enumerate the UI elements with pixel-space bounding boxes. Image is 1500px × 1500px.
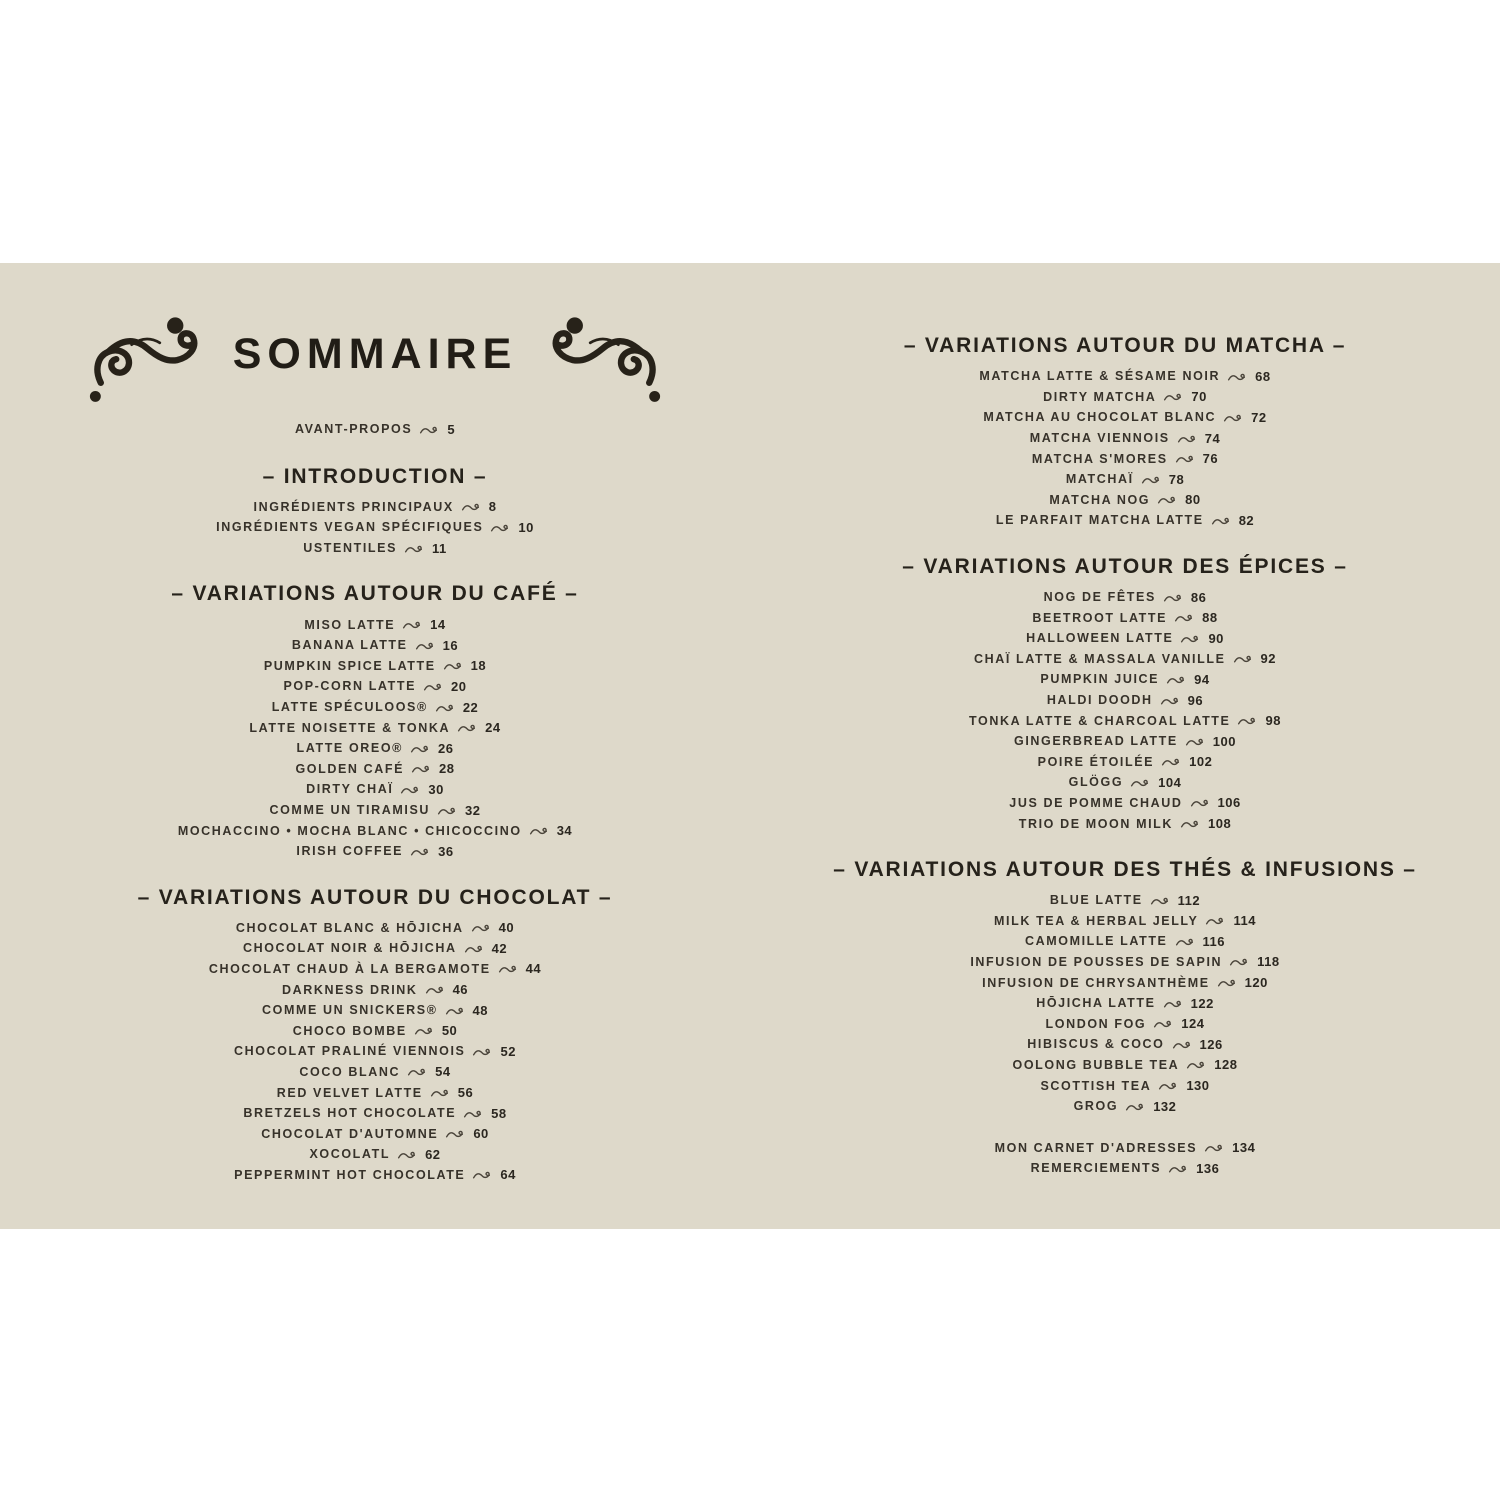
swirl-separator-icon — [1150, 896, 1171, 906]
toc-entry-label: GLÖGG — [1068, 775, 1124, 790]
swirl-separator-icon — [472, 1170, 493, 1180]
toc-entry-label: LE PARFAIT MATCHA LATTE — [995, 513, 1204, 528]
toc-entry-label: TONKA LATTE & CHARCOAL LATTE — [969, 713, 1231, 728]
toc-entry-label: MON CARNET D'ADRESSES — [994, 1140, 1198, 1155]
toc-entry-label: CHAÏ LATTE & MASSALA VANILLE — [974, 651, 1226, 666]
toc-entry-page-number: 56 — [457, 1085, 474, 1101]
toc-entry-page-number: 40 — [498, 920, 515, 936]
toc-entry-label: RED VELVET LATTE — [276, 1085, 423, 1100]
toc-entry — [234, 1165, 516, 1186]
toc-entry-page-number: 54 — [435, 1064, 451, 1080]
toc-entry-page-number: 120 — [1244, 975, 1268, 991]
toc-entry-label: BLUE LATTE — [1049, 893, 1143, 908]
toc-entry — [261, 1123, 489, 1144]
toc-entry-page-number: 46 — [452, 982, 469, 998]
toc-entry — [1025, 931, 1225, 952]
section-heading: – VARIATIONS AUTOUR DU MATCHA – — [903, 334, 1347, 357]
toc-entry — [297, 738, 454, 759]
swirl-separator-icon — [1163, 999, 1184, 1009]
swirl-separator-icon — [423, 682, 444, 692]
toc-entry — [1040, 1075, 1209, 1096]
swirl-separator-icon — [397, 1150, 418, 1160]
toc-entry-page-number: 58 — [491, 1105, 507, 1121]
toc-entry-label: CHOCOLAT NOIR & HŌJICHA — [242, 941, 457, 956]
toc-entry-label: JUS DE POMME CHAUD — [1009, 795, 1183, 810]
toc-entry-label: NOG DE FÊTES — [1043, 590, 1156, 605]
toc-entry-label: PUMPKIN SPICE LATTE — [263, 658, 436, 673]
swirl-separator-icon — [435, 703, 456, 713]
toc-entry-label: INFUSION DE CHRYSANTHÈME — [982, 975, 1210, 990]
toc-entry — [249, 717, 500, 738]
toc-entry — [1009, 793, 1240, 814]
toc-entry — [243, 938, 507, 959]
swirl-separator-icon — [1163, 392, 1184, 402]
swirl-separator-icon — [1190, 798, 1211, 808]
swirl-flourish-icon — [543, 313, 661, 409]
toc-entry-label: DIRTY CHAÏ — [306, 782, 394, 797]
toc-entry — [306, 779, 444, 800]
swirl-separator-icon — [1130, 778, 1151, 788]
toc-entry — [178, 820, 572, 841]
toc-entry-page-number: 8 — [488, 499, 497, 515]
page-title: SOMMAIRE — [232, 329, 518, 378]
toc-entry — [983, 407, 1266, 428]
toc-entry — [1027, 1034, 1222, 1055]
swirl-separator-icon — [430, 1088, 451, 1098]
toc-entry-label: CAMOMILLE LATTE — [1025, 934, 1168, 949]
toc-entry-page-number: 106 — [1217, 795, 1241, 811]
toc-entry-page-number: 14 — [430, 617, 446, 633]
swirl-separator-icon — [1168, 1164, 1189, 1174]
toc-entry-label: PUMPKIN JUICE — [1040, 672, 1160, 687]
toc-entry-label: USTENTILES — [303, 541, 398, 556]
toc-section — [902, 531, 1347, 834]
toc-entry — [1038, 752, 1213, 773]
toc-entry-page-number: 96 — [1187, 692, 1204, 708]
toc-entry-label: CHOCO BOMBE — [292, 1023, 407, 1038]
toc-entry-label: LATTE OREO® — [296, 741, 403, 756]
toc-entry-page-number: 70 — [1191, 389, 1207, 405]
toc-entry — [1032, 607, 1217, 628]
toc-entry-label: BANANA LATTE — [291, 638, 408, 653]
toc-entry-label: HALLOWEEN LATTE — [1026, 631, 1174, 646]
toc-entry-label: HIBISCUS & COCO — [1027, 1037, 1165, 1052]
swirl-separator-icon — [410, 744, 431, 754]
toc-entry-page-number: 136 — [1196, 1160, 1220, 1176]
toc-entry-page-number: 36 — [438, 843, 454, 859]
swirl-separator-icon — [1237, 716, 1258, 726]
toc-entry-label: OOLONG BUBBLE TEA — [1012, 1057, 1180, 1072]
toc-entry — [269, 800, 480, 821]
toc-entry — [996, 510, 1254, 531]
toc-entry-page-number: 76 — [1202, 451, 1219, 467]
toc-entry-label: LONDON FOG — [1045, 1016, 1147, 1031]
toc-entry-label: CHOCOLAT CHAUD À LA BERGAMOTE — [208, 961, 491, 976]
swirl-separator-icon — [1160, 696, 1181, 706]
section-heading: – VARIATIONS AUTOUR DU CHOCOLAT – — [137, 885, 613, 909]
toc-entry — [1031, 1158, 1220, 1179]
toc-entry-label: HALDI DOODH — [1046, 693, 1153, 708]
swirl-separator-icon — [471, 923, 492, 933]
swirl-separator-icon — [1223, 413, 1244, 423]
toc-entry — [296, 841, 453, 862]
toc-entry-page-number: 108 — [1208, 816, 1232, 832]
swirl-separator-icon — [1185, 737, 1206, 747]
toc-entry — [994, 910, 1256, 931]
swirl-separator-icon — [425, 985, 446, 995]
swirl-separator-icon — [1180, 634, 1201, 644]
toc-entry — [1050, 890, 1200, 911]
swirl-separator-icon — [472, 1047, 493, 1057]
toc-entry — [1044, 587, 1207, 608]
swirl-separator-icon — [411, 764, 432, 774]
toc-entry-page-number: 112 — [1177, 892, 1201, 908]
toc-block — [295, 419, 455, 440]
toc-entry — [293, 1020, 458, 1041]
toc-entry-label: BRETZELS HOT CHOCOLATE — [243, 1106, 457, 1121]
toc-entry — [1026, 628, 1224, 649]
toc-entry — [1040, 669, 1209, 690]
toc-entry-page-number: 74 — [1204, 430, 1221, 446]
toc-entry-label: CHOCOLAT D'AUTOMNE — [261, 1126, 439, 1141]
toc-entry-label: COCO BLANC — [299, 1064, 401, 1079]
swirl-separator-icon — [464, 944, 485, 954]
toc-entry — [243, 1103, 506, 1124]
toc-entry-page-number: 104 — [1158, 774, 1182, 790]
swirl-separator-icon — [1177, 434, 1198, 444]
toc-entry — [236, 918, 514, 939]
swirl-separator-icon — [457, 723, 478, 733]
toc-entry-label: TRIO DE MOON MILK — [1018, 816, 1174, 831]
section-heading: – VARIATIONS AUTOUR DES ÉPICES – — [902, 554, 1348, 578]
page-header — [89, 313, 662, 409]
toc-entry — [1030, 428, 1220, 449]
toc-entry-page-number: 44 — [525, 961, 542, 977]
toc-entry-label: REMERCIEMENTS — [1030, 1161, 1162, 1176]
toc-entry — [1066, 469, 1184, 490]
swirl-separator-icon — [1172, 1040, 1193, 1050]
toc-entry-page-number: 62 — [425, 1146, 441, 1162]
swirl-separator-icon — [1229, 957, 1250, 967]
toc-section — [138, 862, 613, 1186]
toc-entry-label: CHOCOLAT PRALINÉ VIENNOIS — [234, 1044, 466, 1059]
toc-entry-page-number: 34 — [556, 823, 573, 839]
toc-entry-page-number: 18 — [470, 658, 487, 674]
swirl-separator-icon — [498, 964, 519, 974]
toc-entry — [982, 972, 1268, 993]
toc-section — [171, 558, 578, 861]
toc-entry-page-number: 128 — [1214, 1057, 1238, 1073]
toc-entry-page-number: 130 — [1186, 1078, 1210, 1094]
toc-entry-label: INGRÉDIENTS VEGAN SPÉCIFIQUES — [216, 520, 484, 535]
toc-entry-page-number: 100 — [1212, 733, 1236, 749]
swirl-separator-icon — [445, 1006, 466, 1016]
swirl-separator-icon — [402, 620, 423, 630]
toc-entry-page-number: 132 — [1153, 1098, 1177, 1114]
toc-entry — [295, 419, 455, 440]
swirl-separator-icon — [410, 847, 431, 857]
toc-entry — [1036, 993, 1214, 1014]
swirl-separator-icon — [1227, 372, 1248, 382]
toc-entry — [254, 497, 497, 518]
toc-entry-label: GROG — [1073, 1099, 1119, 1114]
swirl-separator-icon — [1166, 675, 1187, 685]
toc-entry-label: BEETROOT LATTE — [1032, 610, 1168, 625]
swirl-separator-icon — [404, 544, 425, 554]
toc-column-left — [0, 263, 750, 1229]
toc-entry-page-number: 78 — [1168, 471, 1185, 487]
toc-entry-page-number: 118 — [1257, 954, 1280, 970]
toc-entry-page-number: 86 — [1190, 589, 1207, 605]
swirl-separator-icon — [1211, 516, 1232, 526]
toc-section — [216, 441, 534, 559]
toc-entry-label: SCOTTISH TEA — [1040, 1078, 1152, 1093]
toc-entry-page-number: 24 — [485, 720, 501, 736]
swirl-separator-icon — [461, 502, 482, 512]
toc-entry-page-number: 48 — [472, 1002, 488, 1018]
toc-entry-page-number: 116 — [1202, 933, 1225, 949]
toc-entry-label: IRISH COFFEE — [296, 844, 404, 859]
swirl-separator-icon — [1175, 937, 1196, 947]
section-heading: – VARIATIONS AUTOUR DES THÉS & INFUSIONS – — [833, 857, 1417, 881]
table-of-contents-page — [0, 263, 1500, 1229]
swirl-separator-icon — [1204, 1143, 1225, 1153]
swirl-separator-icon — [1217, 978, 1238, 988]
section-heading: – VARIATIONS AUTOUR DU CAFÉ – — [171, 582, 579, 606]
toc-entry-page-number: 88 — [1202, 610, 1218, 626]
toc-entry-page-number: 102 — [1189, 754, 1213, 770]
toc-entry-label: POIRE ÉTOILÉE — [1037, 754, 1155, 769]
toc-entry-page-number: 126 — [1199, 1036, 1223, 1052]
swirl-separator-icon — [1161, 757, 1182, 767]
toc-entry-page-number: 11 — [432, 540, 447, 556]
swirl-separator-icon — [1158, 1081, 1179, 1091]
swirl-separator-icon — [1180, 819, 1201, 829]
toc-entry-label: XOCOLATL — [309, 1147, 391, 1162]
toc-entry — [970, 952, 1279, 973]
toc-entry — [974, 649, 1276, 670]
toc-entry-label: MATCHA AU CHOCOLAT BLANC — [983, 410, 1217, 425]
toc-entry-label: COMME UN SNICKERS® — [262, 1003, 438, 1018]
swirl-separator-icon — [414, 1026, 435, 1036]
swirl-flourish-icon — [89, 313, 207, 409]
toc-entry-label: MATCHA VIENNOIS — [1029, 431, 1170, 446]
toc-entry-page-number: 50 — [441, 1023, 458, 1039]
toc-entry — [272, 697, 479, 718]
toc-entry-page-number: 22 — [462, 699, 479, 715]
toc-entry-page-number: 20 — [451, 678, 467, 694]
toc-entry — [1043, 387, 1207, 408]
toc-entry — [995, 1137, 1256, 1158]
toc-entry — [1074, 1096, 1177, 1117]
toc-entry-label: INFUSION DE POUSSES DE SAPIN — [970, 954, 1223, 969]
toc-entry-page-number: 134 — [1232, 1140, 1256, 1156]
toc-entry — [1032, 448, 1218, 469]
toc-entry-page-number: 124 — [1181, 1016, 1205, 1032]
toc-entry-page-number: 10 — [518, 519, 534, 535]
swirl-separator-icon — [529, 826, 550, 836]
swirl-separator-icon — [1153, 1019, 1174, 1029]
toc-entry-label: MILK TEA & HERBAL JELLY — [994, 913, 1199, 928]
swirl-separator-icon — [443, 661, 464, 671]
swirl-separator-icon — [415, 641, 436, 651]
toc-entry — [209, 959, 541, 980]
swirl-separator-icon — [407, 1067, 428, 1077]
toc-entry — [309, 1144, 440, 1165]
toc-entry — [979, 366, 1270, 387]
toc-entry — [1047, 690, 1203, 711]
toc-entry-page-number: 90 — [1208, 630, 1224, 646]
toc-entry-label: GINGERBREAD LATTE — [1014, 734, 1178, 749]
toc-entry-label: MATCHA S'MORES — [1031, 451, 1168, 466]
swirl-separator-icon — [445, 1129, 466, 1139]
toc-entry-label: PEPPERMINT HOT CHOCOLATE — [234, 1167, 466, 1182]
toc-entry — [1014, 731, 1236, 752]
toc-entry-page-number: 16 — [442, 637, 459, 653]
toc-entry-label: LATTE SPÉCULOOS® — [271, 700, 428, 715]
toc-entry-label: DARKNESS DRINK — [281, 982, 418, 997]
toc-entry-page-number: 30 — [428, 781, 444, 797]
toc-entry-label: GOLDEN CAFÉ — [295, 761, 405, 776]
toc-entry-label: MATCHA LATTE & SÉSAME NOIR — [979, 369, 1221, 384]
toc-entry-page-number: 42 — [491, 940, 508, 956]
toc-entry — [1013, 1055, 1238, 1076]
toc-entry-page-number: 72 — [1251, 409, 1267, 425]
swirl-separator-icon — [437, 806, 458, 816]
toc-block — [995, 1137, 1256, 1178]
swirl-separator-icon — [1233, 654, 1254, 664]
toc-entry — [292, 635, 458, 656]
toc-entry — [1046, 1013, 1205, 1034]
swirl-separator-icon — [490, 523, 511, 533]
toc-entry — [283, 676, 466, 697]
toc-entry — [277, 1082, 473, 1103]
toc-entry — [282, 979, 468, 1000]
toc-entry — [969, 710, 1281, 731]
swirl-separator-icon — [1205, 916, 1226, 926]
toc-entry — [234, 1041, 516, 1062]
toc-entry — [295, 759, 454, 780]
toc-entry — [1049, 490, 1200, 511]
toc-entry — [303, 538, 447, 559]
swirl-separator-icon — [1163, 593, 1184, 603]
toc-entry-page-number: 68 — [1255, 368, 1271, 384]
swirl-separator-icon — [1157, 495, 1178, 505]
swirl-separator-icon — [463, 1109, 484, 1119]
toc-entry-label: AVANT-PROPOS — [294, 422, 413, 437]
toc-entry-label: MISO LATTE — [304, 617, 396, 632]
toc-entry — [216, 517, 534, 538]
swirl-separator-icon — [1141, 475, 1162, 485]
toc-entry-label: MATCHAÏ — [1065, 472, 1134, 487]
toc-entry-label: CHOCOLAT BLANC & HŌJICHA — [235, 920, 464, 935]
toc-entry-page-number: 94 — [1194, 671, 1210, 687]
toc-entry — [1019, 813, 1231, 834]
toc-entry — [264, 656, 486, 677]
toc-entry-label: MOCHACCINO • MOCHA BLANC • CHICOCCINO — [177, 823, 522, 838]
swirl-separator-icon — [1174, 613, 1195, 623]
toc-entry-page-number: 114 — [1233, 913, 1256, 929]
swirl-separator-icon — [1125, 1102, 1146, 1112]
toc-entry-label: COMME UN TIRAMISU — [269, 803, 431, 818]
swirl-separator-icon — [1186, 1060, 1207, 1070]
toc-entry-page-number: 82 — [1238, 512, 1255, 528]
toc-section — [904, 333, 1346, 531]
toc-entry-page-number: 80 — [1185, 492, 1201, 508]
toc-entry — [304, 614, 445, 635]
toc-entry-label: POP-CORN LATTE — [283, 679, 417, 694]
toc-entry — [299, 1062, 450, 1083]
toc-section — [833, 834, 1417, 1117]
toc-entry — [1069, 772, 1182, 793]
toc-entry-page-number: 92 — [1260, 651, 1276, 667]
swirl-separator-icon — [400, 785, 421, 795]
toc-column-right — [750, 263, 1500, 1229]
toc-entry-page-number: 122 — [1190, 995, 1214, 1011]
toc-entry-page-number: 32 — [465, 802, 481, 818]
toc-entry-label: HŌJICHA LATTE — [1036, 996, 1156, 1011]
section-heading: – INTRODUCTION – — [262, 464, 488, 488]
toc-entry-label: LATTE NOISETTE & TONKA — [249, 720, 451, 735]
toc-entry-page-number: 26 — [437, 740, 454, 756]
toc-entry-label: MATCHA NOG — [1049, 492, 1151, 507]
toc-entry-page-number: 28 — [439, 761, 455, 777]
swirl-separator-icon — [419, 425, 440, 435]
toc-entry-page-number: 5 — [447, 421, 456, 437]
toc-entry-page-number: 98 — [1265, 713, 1281, 729]
toc-entry — [262, 1000, 488, 1021]
toc-entry-page-number: 60 — [473, 1126, 489, 1142]
toc-entry-label: DIRTY MATCHA — [1043, 389, 1157, 404]
toc-entry-label: INGRÉDIENTS PRINCIPAUX — [253, 499, 454, 514]
toc-entry-page-number: 52 — [500, 1043, 516, 1059]
toc-entry-page-number: 64 — [500, 1167, 516, 1183]
swirl-separator-icon — [1175, 454, 1196, 464]
